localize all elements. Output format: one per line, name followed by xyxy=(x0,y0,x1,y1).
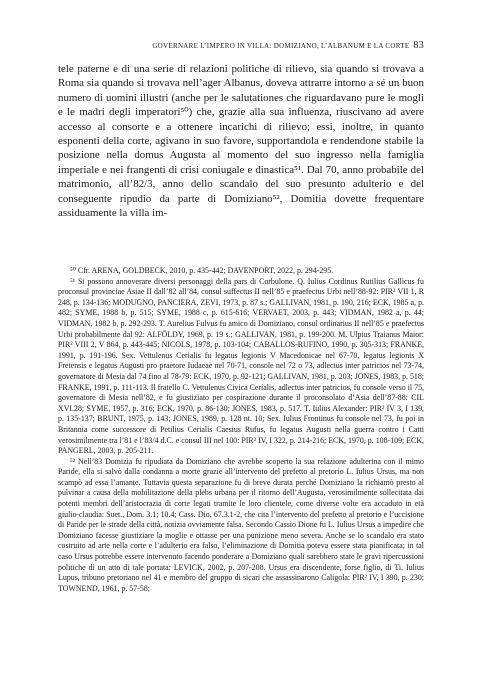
main-paragraph: tele paterne e di una serie di relazioni politiche di rilievo, sia quando si trovava a Roma sia quando si trovava nell’ager Albanus, doveva attrarre intorno a sé un buon numero di uomini illustri (anche per le salutationes che riguardavano pure le mogli e le madri degli imperatori⁵⁰) che, grazie alla sua influenza, riuscivano ad avere accesso al consorte e a ottenere incarichi di rilievo; essi, inoltre, in quanto esponenti della corte, agivano in suo favore, supportandola e rendendone stabile la posizione nella domus Augusta al momento del suo ingresso nella famiglia imperiale e nei frangenti di crisi coniugale e dinastica⁵¹. Dal 70, anno probabile del matrimonio, all’82/3, anno dello scandalo del suo presunto adulterio e del conseguente ripudio da parte di Domiziano⁵², Domitia dovette frequentare assiduamente la villa im- xyxy=(58,63,424,220)
footnote-51: ⁵¹ Si possono annoverare diversi personaggi della pars di Corbulone. Q. Iulius Cordinus Rutilius Gallicus fu proconsul provinciae Asiae II dall’82 all’84, consul suffectus II nell’85 e praefectus Urbi nell’88-92: PIR² VII 1, R 248, p. 134-136; MODUGNO, PANCIERA, ZEVI, 1973, p. 87 s.; GALLIVAN, 1981, p. 190, 216; ECK, 1985 a, p. 482; SYME, 1988 b, p. 515; SYME, 1988 c, p. 615-616; VERVAET, 2003, p. 443; VIDMAN, 1982 a, p. 44; VIDMAN, 1982 b, p. 292-293. T. Aurelius Fulvus fu amico di Domiziano, consul ordinarius II nell’85 e praefectus Urbi probabilmente dal 92: ALFÖLDY, 1969, p. 19 s.; GALLIVAN, 1981, p. 199-200. M. Ulpius Traianus Maior: PIR² VIII 2, V 864, p. 443-445; NICOLS, 1978, p. 103-104; CABALLOS-RUFINO, 1990, p. 305-313; FRANKE, 1991, p. 191-196. Sex. Vettulenus Cerialis fu legatus legionis V Macedonicae nel 67-70, legatus legionis X Fretensis e legatus Augusti pro praetore Iudaeae nel 70-71, console nel 72 o 73, adlectus inter patricios nel 73-74, governatore di Mesia dal 74 fino al 78-79: ECK, 1970, p. 92-121; GALLIVAN, 1981, p. 203; JONES, 1983, p. 518; FRANKE, 1991, p. 111-113. Il fratello C. Vettulenus Civica Cerialis, adlectus inter patricios, fu console verso il 75, governatore di Mesia nell’82, e fu giustiziato per cospirazione durante il proconsolato d’Asia dell’87-88: CIL XVI.28; SYME, 1957, p. 316; ECK, 1970, p. 86-130; JONES, 1983, p. 517. T. Iulius Alexander: PIR² IV 3, I 139, p. 135-137; BRUNT, 1975, p. 143; JONES, 1989, p. 128 nt. 10; Sex. Iulius Frontinus fu console nel 73, fu poi in Britannia come successore di Petilius Cerialis Caesius Rufus, fu legatus Augusti nella guerra contro i Catti verosimilmente tra l’81 e l’83/4 d.C. e consul III nel 100: PIR² IV, I 322, p. 214-216; ECK, 1970, p. 108-109; ECK, PANGERL, 2003, p. 205-211. xyxy=(58,276,424,456)
footnote-52: ⁵² Nell’83 Domizia fu ripudiata da Domiziano che avrebbe scoperto la sua relazione adulterina con il mimo Paride, ella si salvò dalla condanna a morte grazie all’intervento del prefetto al pretorio L. Iulius Ursus, ma non scampò ad essa l’amante. Tuttavia questa separazione fu di breve durata perché Domiziano la richiamò presto al pulvinar a causa della mobilitazione della plebs urbana per il ritorno dell’Augusta, verosimilmente sollecitata dai potenti membri dell’aristocrazia di corte legati tramite le loro clientele, come diverse volte era accaduto in età giulio-claudia: Suet., Dom. 3.1; 10.4; Cass. Dio, 67.3.1-2, che cita l’intervento del prefetto al pretorio e l’uccisione di Paride per le strade della città, notizia ovviamente falsa. Secondo Cassio Dione fu L. Iulius Ursus a impedire che Domiziano facesse giustiziare la moglie e ottasse per una punizione meno severa. Anche se lo scandalo era stato costruito ad arte nella corte e l’adulterio era falso, l’eliminazione di Domitia poteva essere stata pianificata; in tal caso Ursus potrebbe essere intervenuto facendo ponderare a Domiziano quali sarebbero state le gravi ripercussioni politiche di un atto di tale portata: LEVICK, 2002, p. 207-208. Ursus era discendente, forse figlio, di Ti. Iulius Lupus, tribuno pretoriano nel 41 e membro del gruppo di sicari che assassinarono Caligola: PIR² IV, I 390, p. 230; TOWNEND, 1961, p. 57-58; xyxy=(58,456,424,593)
running-title: GOVERNARE L’IMPERO IN VILLA: DOMIZIANO, L’ALBANUM E LA CORTE xyxy=(152,42,410,50)
footnotes xyxy=(58,266,424,594)
footnote-50: ⁵⁰ Cfr. ARENA, GOLDBECK, 2010, p. 435-442; DAVENPORT, 2022, p. 294-295. xyxy=(70,266,334,275)
running-header xyxy=(58,40,424,51)
page-number: 83 xyxy=(413,40,424,51)
